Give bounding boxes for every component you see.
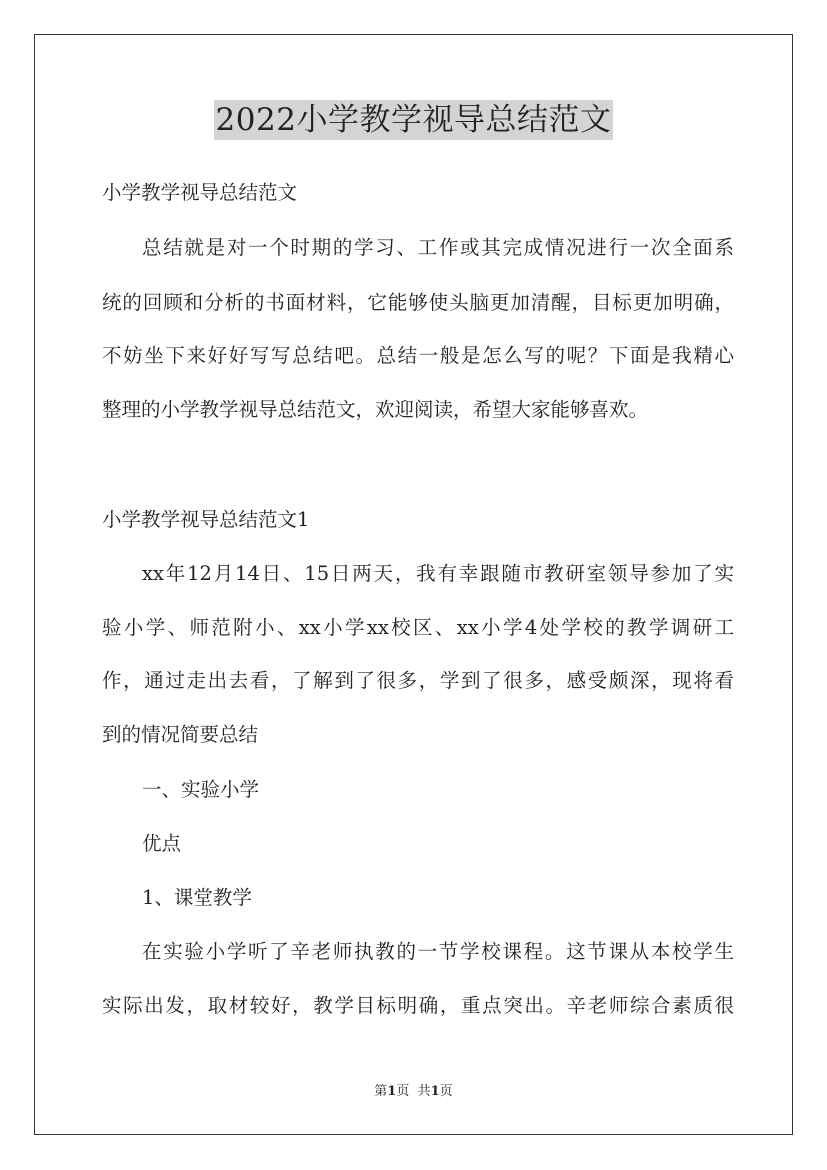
footer-page-suffix: 页 [396,1084,410,1099]
section-line-2: 验小学、师范附小、xx小学xx校区、xx小学4处学校的教学调研工 [102,616,734,639]
section-line-4: 到的情况简要总结 [102,723,259,746]
footer-total-suffix: 页 [439,1084,453,1099]
section-line-3: 作，通过走出去看，了解到了很多，学到了很多，感受颇深，现将看 [102,669,734,692]
para-line-2: 实际出发，取材较好，教学目标明确，重点突出。辛老师综合素质很 [102,994,734,1017]
intro-line-3: 不妨坐下来好好写写总结吧。总结一般是怎么写的呢？下面是我精心 [102,344,734,367]
section-heading: 小学教学视导总结范文1 [102,508,310,531]
footer-total-pages: 1 [430,1084,440,1099]
heading-strengths: 优点 [142,832,182,855]
intro-line-4: 整理的小学教学视导总结范文，欢迎阅读，希望大家能够喜欢。 [102,398,649,421]
heading-classroom-teaching: 1、课堂教学 [142,886,252,909]
section-line-1: xx年12月14日、15日两天，我有幸跟随市教研室领导参加了实 [142,562,734,585]
heading-experimental-school: 一、实验小学 [142,778,260,801]
footer-page-number: 1 [387,1084,397,1099]
intro-line-1: 总结就是对一个时期的学习、工作或其完成情况进行一次全面系 [142,236,734,259]
subtitle: 小学教学视导总结范文 [102,181,298,204]
document-title-text: 2022小学教学视导总结范文 [215,102,612,138]
document-title [0,100,827,140]
footer-page-prefix: 第 [374,1084,388,1099]
footer-total-prefix: 共 [417,1084,431,1099]
para-line-1: 在实验小学听了辛老师执教的一节学校课程。这节课从本校学生 [142,940,734,963]
page-footer [0,1083,827,1101]
intro-line-2: 统的回顾和分析的书面材料，它能够使头脑更加清醒，目标更加明确， [102,291,734,314]
